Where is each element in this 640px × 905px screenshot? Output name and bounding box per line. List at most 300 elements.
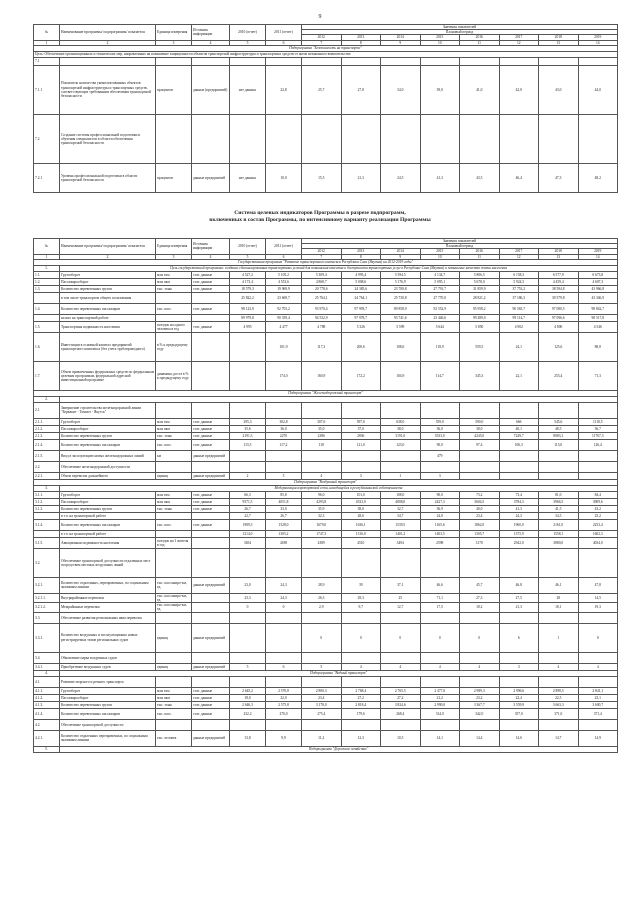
row-2010: 66,3	[230, 491, 266, 498]
row-value: 2 990,0	[420, 701, 460, 708]
row-name: Обновление парка воздушных судов	[60, 652, 156, 663]
row-value: 1747,3	[302, 530, 342, 537]
row-num: 3.1.4.	[34, 519, 60, 530]
row-value: 8083,1	[539, 432, 579, 439]
row-value: 4	[381, 663, 421, 670]
row-value	[341, 57, 381, 65]
row-unit: тыс. пасс.	[156, 439, 192, 450]
row-value	[341, 402, 381, 418]
column-number: 6	[266, 254, 302, 259]
row-value: 371,0	[539, 708, 579, 719]
row-value: 23 446,6	[420, 314, 460, 321]
row-value: 1118,5	[578, 418, 618, 425]
row-value: 94 532,9	[302, 314, 342, 321]
row-span-text: Подпрограмма "Железнодорожный транспорт"	[34, 390, 618, 396]
row-unit: млн пкм	[156, 278, 192, 285]
row-value: 23,1	[578, 694, 618, 701]
row-name: Количество перевезенных грузов	[60, 505, 156, 512]
row-2010: 98 123,9	[230, 303, 266, 314]
row-source: стат. данные	[192, 519, 230, 530]
row-value: 24,5	[381, 163, 421, 192]
row-value: 42,0	[499, 65, 539, 114]
row-2010	[230, 461, 266, 472]
table-row	[34, 612, 618, 623]
row-value: 46,1	[539, 577, 579, 593]
row-name: Объем перевозок дальнейшего	[60, 472, 156, 479]
row-value: 47,3	[539, 163, 579, 192]
row-value: 26,3	[302, 593, 342, 602]
table-header	[34, 239, 618, 260]
row-name: Количество отдаленных, переправочных, по социальным значимым линиям	[60, 577, 156, 593]
row-unit: тыс. пасс.	[156, 303, 192, 314]
row-value	[302, 114, 342, 163]
row-value: 4	[302, 472, 342, 479]
table-row	[34, 577, 618, 593]
row-num: 2.1.4.	[34, 439, 60, 450]
row-value: 5 850	[460, 321, 500, 332]
row-value: 126,4	[578, 439, 618, 450]
row-value	[539, 548, 579, 577]
header-source: Источник информации	[192, 239, 230, 255]
row-2010: 0	[230, 603, 266, 612]
column-number: 3	[156, 40, 192, 45]
row-value	[539, 652, 579, 663]
row-value: 114,7	[420, 361, 460, 390]
row-2010: 1214,0	[230, 530, 266, 537]
row-value: 3533,0	[420, 432, 460, 439]
row-unit: млн ткм	[156, 687, 192, 694]
row-name: Грузооборот	[60, 418, 156, 425]
row-value	[460, 461, 500, 472]
row-source	[192, 603, 230, 612]
row-2010	[230, 332, 266, 361]
row-value: 4 800	[539, 321, 579, 332]
row-num: 2.2.1.	[34, 472, 60, 479]
row-value: 11767,3	[578, 432, 618, 439]
row-value: 39,0	[420, 65, 460, 114]
row-name: Завершение строительства железнодорожной линии "Беркакит - Томмот - Якутск"	[60, 402, 156, 418]
row-unit	[156, 512, 192, 519]
row-2011: 1528,0	[266, 519, 302, 530]
row-value: 2,9	[302, 603, 342, 612]
row-num: 1.3.	[34, 285, 60, 292]
row-2010: 23,3	[230, 593, 266, 602]
row-2011: 9,9	[266, 730, 302, 746]
row-source	[192, 57, 230, 65]
row-value: 4	[460, 663, 500, 670]
row-value: 2 898,5	[539, 687, 579, 694]
row-num: 7.1.1	[34, 65, 60, 114]
header-year: 2019	[578, 249, 618, 254]
row-unit	[156, 114, 192, 163]
row-value	[499, 652, 539, 663]
row-value: 48,2	[578, 163, 618, 192]
table-row	[34, 163, 618, 192]
row-value: 95 958,2	[460, 303, 500, 314]
row-source: данные предприятий	[192, 472, 230, 479]
row-num: 4.1.2.	[34, 694, 60, 701]
row-2010: 9571,5	[230, 498, 266, 505]
row-source	[192, 512, 230, 519]
table-row	[34, 548, 618, 577]
row-num: 4.2.	[34, 719, 60, 730]
column-number: 9	[381, 40, 421, 45]
row-value: 4510	[341, 537, 381, 548]
row-value: 2598	[420, 537, 460, 548]
row-value	[420, 114, 460, 163]
table-row	[34, 687, 618, 694]
row-value: 2427,3	[420, 498, 460, 505]
row-value: 160,9	[302, 361, 342, 390]
row-2011: 22,8	[266, 65, 302, 114]
row-value: 23,4	[460, 512, 500, 519]
row-value: 172,2	[341, 361, 381, 390]
row-value	[381, 114, 421, 163]
row-num: 3.1.2.	[34, 498, 60, 505]
header-planned: Плановый период	[302, 244, 618, 249]
row-num: 3.1.5.	[34, 537, 60, 548]
row-value	[420, 402, 460, 418]
goal-text: Цель: Обеспечение организационных и технических мер, направленных на повышение защищенности объектов транспортной инфраструктуры и транспортных средств от актов незаконного вмешательства	[34, 51, 618, 57]
row-value: 108,6	[381, 332, 421, 361]
row-name: Обеспечение транспортной доступности	[60, 719, 156, 730]
row-value: 1516,0	[341, 530, 381, 537]
page-number: 9	[318, 14, 322, 20]
table-row	[34, 519, 618, 530]
row-value	[499, 472, 539, 479]
row-2011: 10,0	[266, 163, 302, 192]
row-value: 597,0	[341, 418, 381, 425]
row-value: 23 700,8	[381, 285, 421, 292]
table-body	[34, 45, 618, 192]
row-name: Пассажирооборот	[60, 278, 156, 285]
row-value: 4245,0	[460, 432, 500, 439]
row-name: Количество перевезенных пассажиров	[60, 708, 156, 719]
row-value: 5 644	[420, 321, 460, 332]
row-value: 545,6	[539, 418, 579, 425]
row-value: 2 768,4	[341, 687, 381, 694]
row-2011: 4188	[266, 537, 302, 548]
row-source: данные предприятий	[192, 730, 230, 746]
row-value	[578, 548, 618, 577]
column-number: 14	[578, 254, 618, 259]
row-source: данные предприятий	[192, 623, 230, 652]
table-row	[34, 450, 618, 461]
row-value: 1558,1	[539, 530, 579, 537]
row-value: 99 289,0	[460, 314, 500, 321]
row-value	[381, 676, 421, 687]
row-value: 4389	[302, 537, 342, 548]
row-source	[192, 652, 230, 663]
row-value	[341, 450, 381, 461]
row-unit: единиц	[156, 623, 192, 652]
header-name: Наименование программы/ подпрограммы/ показателя	[60, 239, 156, 255]
table-row	[34, 425, 618, 432]
row-source: стат. данные	[192, 687, 230, 694]
row-value: 41,3	[499, 505, 539, 512]
row-num: 2.1.2.	[34, 425, 60, 432]
row-2010	[230, 548, 266, 577]
row-value: 84,4	[578, 491, 618, 498]
row-unit: тыс. тонн	[156, 285, 192, 292]
row-value	[302, 612, 342, 623]
row-2011: 5 105,2	[266, 271, 302, 278]
row-value: 34,5	[539, 512, 579, 519]
row-value: 24 764,1	[341, 292, 381, 303]
row-value: 7249,7	[499, 432, 539, 439]
row-name: Пассажирооборот	[60, 498, 156, 505]
row-name: Количество перевезенных грузов	[60, 285, 156, 292]
row-value: 4293,8	[302, 498, 342, 505]
row-num: 3.4.1.	[34, 663, 60, 670]
indicators-table-intensive	[33, 238, 618, 753]
row-value	[578, 652, 618, 663]
row-value: 118,9	[420, 332, 460, 361]
row-value: 2 818,4	[341, 701, 381, 708]
row-num	[34, 530, 60, 537]
row-value	[302, 402, 342, 418]
row-name: в т.ч. на транспортной работе	[60, 512, 156, 519]
row-value: 25	[381, 593, 421, 602]
row-2011: 101,9	[266, 332, 302, 361]
row-value	[341, 652, 381, 663]
row-num: 2.1.5.	[34, 450, 60, 461]
row-value: 314,0	[420, 708, 460, 719]
row-value: 3909,6	[578, 498, 618, 505]
row-value: 3 824,6	[381, 701, 421, 708]
row-unit: единиц	[156, 472, 192, 479]
row-source: стат. данные	[192, 278, 230, 285]
row-2010	[230, 450, 266, 461]
header-num: №	[34, 25, 60, 41]
column-number: 9	[381, 254, 421, 259]
row-source: стат. данные	[192, 303, 230, 314]
row-num: 1.2.	[34, 278, 60, 285]
row-value	[539, 114, 579, 163]
column-number: 5	[230, 40, 266, 45]
table-row	[34, 530, 618, 537]
row-source	[192, 612, 230, 623]
row-2011: 26,7	[266, 512, 302, 519]
row-2010: 4 995	[230, 321, 266, 332]
row-value: 4 902	[499, 321, 539, 332]
table-row	[34, 361, 618, 390]
row-value: 1403,5	[420, 530, 460, 537]
row-value: 5 326	[341, 321, 381, 332]
row-value	[381, 57, 421, 65]
row-2010: 13,8	[230, 730, 266, 746]
row-source	[192, 314, 230, 321]
row-2011: 5	[266, 472, 302, 479]
header-year: 2014	[381, 249, 421, 254]
row-value	[499, 548, 539, 577]
row-2010: 4 173,4	[230, 278, 266, 285]
row-value: 93 741,6	[381, 314, 421, 321]
row-value: 27,2	[341, 694, 381, 701]
row-2011: 174,0	[266, 361, 302, 390]
row-2011: 92 703,2	[266, 303, 302, 314]
row-num: 4.1.4.	[34, 708, 60, 719]
row-source: стат. данные	[192, 321, 230, 332]
row-2011: 2 575,8	[266, 701, 302, 708]
row-value	[420, 719, 460, 730]
row-2010	[230, 652, 266, 663]
row-value: 3 663,3	[539, 701, 579, 708]
row-value: 28,9	[302, 577, 342, 593]
column-number: 4	[192, 40, 230, 45]
row-num: 2.1.1.	[34, 418, 60, 425]
row-value: 24,0	[420, 512, 460, 519]
row-num: 3.2.1.2.	[34, 603, 60, 612]
row-value: 4 459,4	[539, 278, 579, 285]
row-unit: тыс. пассажиро-км, ед.	[156, 603, 192, 612]
row-value	[539, 612, 579, 623]
row-2011: 270,0	[266, 708, 302, 719]
row-2011: 6	[266, 663, 302, 670]
row-unit: млн пкм	[156, 694, 192, 701]
row-unit: единиц	[156, 663, 192, 670]
row-source: данные (предприятий)	[192, 65, 230, 114]
row-source	[192, 593, 230, 602]
row-value: 4 607,3	[578, 278, 618, 285]
row-value	[460, 114, 500, 163]
table-row	[34, 285, 618, 292]
row-value: 32,3	[302, 512, 342, 519]
row-2010	[230, 623, 266, 652]
row-value: 1960,0	[499, 519, 539, 530]
table-row	[34, 652, 618, 663]
row-unit: тыс. пассажиро-км, ед.	[156, 593, 192, 602]
row-value: 108,0	[381, 491, 421, 498]
row-value: 4	[539, 663, 579, 670]
row-value	[381, 402, 421, 418]
row-value: 118	[302, 439, 342, 450]
table-row	[34, 461, 618, 472]
row-2011	[266, 402, 302, 418]
table-row	[34, 663, 618, 670]
row-unit	[156, 719, 192, 730]
column-number: 7	[302, 40, 342, 45]
row-2010: 1989,3	[230, 519, 266, 530]
table-body	[34, 259, 618, 752]
row-value: 3784,3	[499, 498, 539, 505]
column-number: 5	[230, 254, 266, 259]
row-source: стат. данные	[192, 708, 230, 719]
row-value: 638,0	[381, 418, 421, 425]
row-value: 5 594,5	[381, 271, 421, 278]
row-num: 1.7.	[34, 361, 60, 390]
row-value: 6 673,8	[578, 271, 618, 278]
row-name: Количество перевезенных грузов	[60, 432, 156, 439]
row-2011	[266, 461, 302, 472]
indicators-table-base	[33, 24, 618, 193]
row-name: Объем привлеченных федеральных средств по федеральным целевым программам, федеральной адресной инвестиционной программе	[60, 361, 156, 390]
row-value: 14,7	[539, 730, 579, 746]
row-2010: 4 527,2	[230, 271, 266, 278]
table-row	[34, 292, 618, 303]
row-value	[420, 612, 460, 623]
row-value	[420, 548, 460, 577]
row-source: стат. данные	[192, 271, 230, 278]
column-number: 12	[499, 40, 539, 45]
row-value: 0	[341, 623, 381, 652]
row-value: 20 778,6	[302, 285, 342, 292]
row-value: 1	[539, 623, 579, 652]
row-value: 27,5	[499, 593, 539, 602]
row-num: 5.	[34, 746, 60, 752]
row-value: 43 966,8	[578, 285, 618, 292]
row-value: 2161,0	[539, 519, 579, 530]
row-value: 2 765,5	[381, 687, 421, 694]
row-value: 1305,7	[460, 530, 500, 537]
row-value: 73,4	[499, 491, 539, 498]
row-value	[539, 676, 579, 687]
row-value: 56,7	[578, 425, 618, 432]
row-value: 3	[341, 472, 381, 479]
column-number: 1	[34, 254, 60, 259]
row-name: Внутрирайонные перевозки	[60, 593, 156, 602]
row-value: 18,1	[539, 603, 579, 612]
row-value: 40,0	[460, 505, 500, 512]
row-value: 2386	[302, 432, 342, 439]
row-source: данные предприятий	[192, 163, 230, 192]
column-number: 11	[460, 254, 500, 259]
row-2011: 33,0	[266, 505, 302, 512]
row-value: 27 791,7	[420, 285, 460, 292]
row-value: 39 579,8	[539, 292, 579, 303]
row-value: 4	[578, 663, 618, 670]
row-value: 0	[460, 623, 500, 652]
row-value: 357,0	[499, 708, 539, 719]
row-num	[34, 292, 60, 303]
row-value	[578, 612, 618, 623]
row-value: 1375,9	[499, 530, 539, 537]
row-unit: тыс. человек	[156, 730, 192, 746]
row-num: 3.4.	[34, 652, 60, 663]
row-value: 0	[302, 623, 342, 652]
row-value: 21,2	[420, 694, 460, 701]
row-source	[192, 537, 230, 548]
header-year: 2016	[460, 35, 500, 40]
row-value: 4 134,7	[420, 271, 460, 278]
row-source: данные предприятий	[192, 663, 230, 670]
row-span-text: Подпрограмма "Воздушный транспорт"	[34, 479, 618, 485]
row-num: 1.1.	[34, 271, 60, 278]
row-name: Создание системы профессиональной подготовки и обучения специалистов в области обеспечения транспортной безопасности	[60, 114, 156, 163]
row-2011	[266, 612, 302, 623]
row-value: 41,0	[460, 65, 500, 114]
row-span-text: Модернизация аэропортовой сети, находящейся в республиканской собственности	[60, 485, 618, 491]
row-source: стат. данные	[192, 285, 230, 292]
row-value: 38 594,8	[539, 285, 579, 292]
row-value: 121,0	[341, 439, 381, 450]
row-value: 3	[420, 472, 460, 479]
header-2010: 2010 (отчет)	[230, 25, 266, 41]
row-num: 4.1.1.	[34, 687, 60, 694]
row-value	[499, 402, 539, 418]
row-value: 43 346,9	[578, 292, 618, 303]
row-num: 3.	[34, 485, 60, 491]
row-value: 106,3	[499, 439, 539, 450]
row-2011: 85,8	[266, 491, 302, 498]
row-num: 4.2.1.	[34, 730, 60, 746]
row-2010: 22,7	[230, 512, 266, 519]
header-year: 2012	[302, 35, 342, 40]
row-2010	[230, 676, 266, 687]
row-value: 5 008,6	[341, 278, 381, 285]
row-unit	[156, 530, 192, 537]
row-2010	[230, 719, 266, 730]
